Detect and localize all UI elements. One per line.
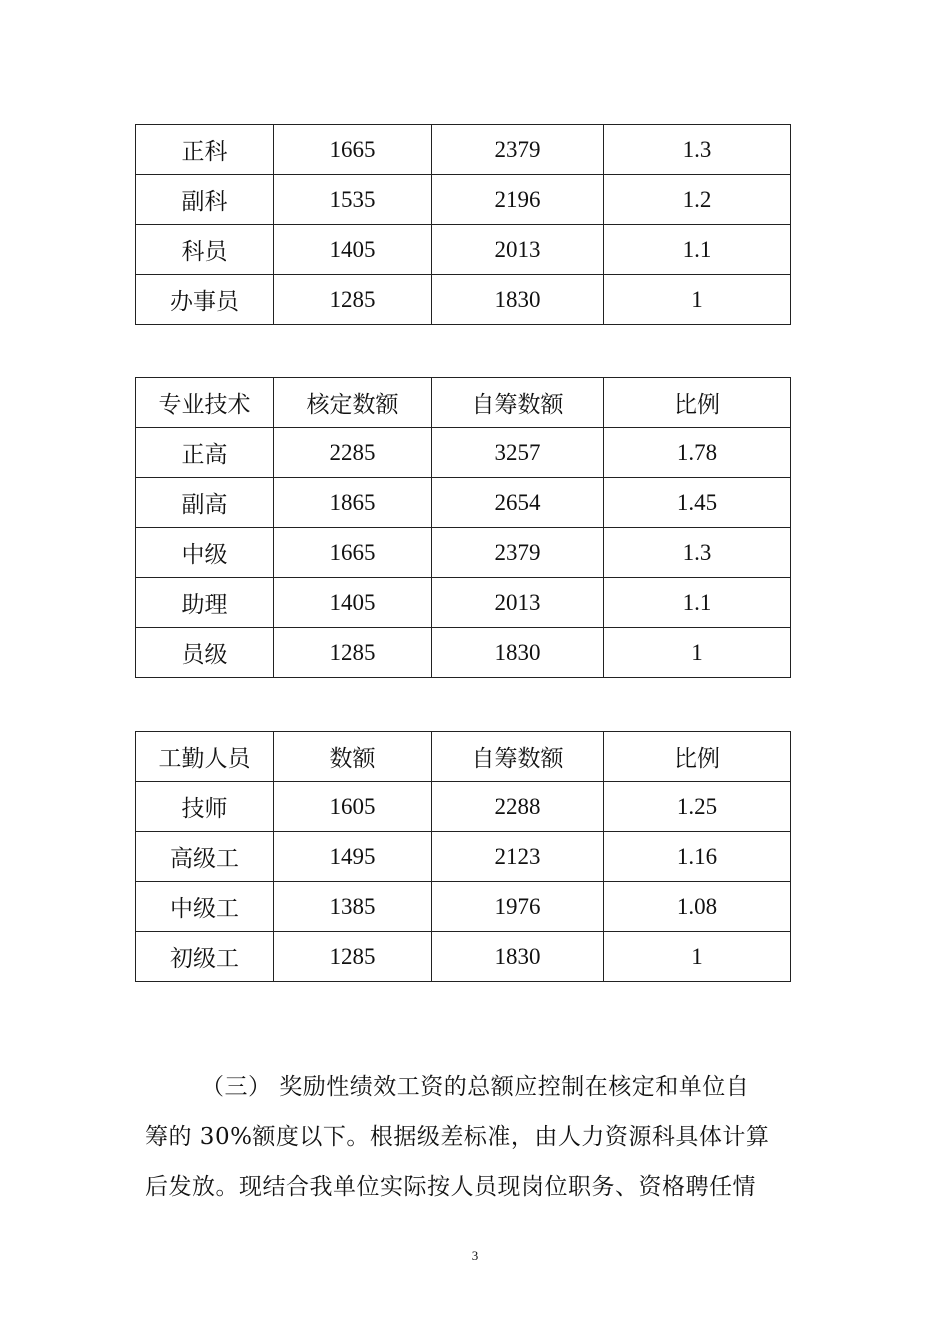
table-cell: 技师 [136,782,274,832]
table-cell: 1405 [274,225,432,275]
table-cell: 中级 [136,528,274,578]
header-cell: 专业技术 [136,378,274,428]
page-number: 3 [471,1248,479,1263]
table-row [136,832,791,882]
table-body [136,378,791,678]
table-row [136,478,791,528]
table-cell: 1.1 [604,578,791,628]
paragraph-line: 后发放。现结合我单位实际按人员现岗位职务、资格聘任情 [145,1174,756,1200]
table-row [136,275,791,325]
table-row [136,882,791,932]
table-row [136,528,791,578]
table-cell: 正高 [136,428,274,478]
table-cell: 2196 [432,175,604,225]
table-body [136,125,791,325]
table-cell: 1830 [432,628,604,678]
table-row [136,175,791,225]
table-header-row [136,732,791,782]
table-cell: 初级工 [136,932,274,982]
table-cell: 中级工 [136,882,274,932]
table-cell: 2013 [432,578,604,628]
table-cell: 1665 [274,125,432,175]
table-cell: 副高 [136,478,274,528]
header-cell: 自筹数额 [432,732,604,782]
table-cell: 1285 [274,628,432,678]
table-cell: 1285 [274,275,432,325]
table-cell: 办事员 [136,275,274,325]
header-cell: 自筹数额 [432,378,604,428]
table-cell: 员级 [136,628,274,678]
table-cell: 正科 [136,125,274,175]
table-cell: 1 [604,932,791,982]
header-cell: 比例 [604,378,791,428]
header-cell: 数额 [274,732,432,782]
table-cell: 副科 [136,175,274,225]
professional-technical-table [135,377,791,678]
table-cell: 1.25 [604,782,791,832]
table-cell: 2123 [432,832,604,882]
header-cell: 工勤人员 [136,732,274,782]
table-cell: 1.1 [604,225,791,275]
table-cell: 1865 [274,478,432,528]
table-row [136,932,791,982]
table-cell: 1.45 [604,478,791,528]
table-row [136,428,791,478]
body-paragraph [145,1062,810,1212]
table-cell: 3257 [432,428,604,478]
table-cell: 1976 [432,882,604,932]
admin-salary-table [135,124,791,325]
table-cell: 1.08 [604,882,791,932]
table-cell: 1.78 [604,428,791,478]
table-cell: 1.3 [604,528,791,578]
table-cell: 助理 [136,578,274,628]
table-row [136,225,791,275]
table-row [136,578,791,628]
table-cell: 2285 [274,428,432,478]
table-cell: 2654 [432,478,604,528]
paragraph-line: 筹的 30%额度以下。根据级差标准，由人力资源科具体计算 [145,1124,770,1150]
table-cell: 1495 [274,832,432,882]
table-cell: 1.16 [604,832,791,882]
table-cell: 高级工 [136,832,274,882]
service-staff-table [135,731,791,982]
header-cell: 核定数额 [274,378,432,428]
table-row [136,782,791,832]
table-cell: 1 [604,275,791,325]
table-cell: 1 [604,628,791,678]
paragraph-line: （三） 奖励性绩效工资的总额应控制在核定和单位自 [201,1074,750,1100]
table-cell: 2379 [432,528,604,578]
table-row [136,628,791,678]
table-cell: 1830 [432,932,604,982]
header-cell: 比例 [604,732,791,782]
table-cell: 1535 [274,175,432,225]
table-cell: 1285 [274,932,432,982]
table-row [136,125,791,175]
table-cell: 1830 [432,275,604,325]
table-cell: 2288 [432,782,604,832]
table-cell: 1.2 [604,175,791,225]
table-cell: 1385 [274,882,432,932]
table-cell: 科员 [136,225,274,275]
table-cell: 1405 [274,578,432,628]
table-cell: 2013 [432,225,604,275]
table-cell: 2379 [432,125,604,175]
table-header-row [136,378,791,428]
table-body [136,732,791,982]
table-cell: 1.3 [604,125,791,175]
table-cell: 1605 [274,782,432,832]
table-cell: 1665 [274,528,432,578]
